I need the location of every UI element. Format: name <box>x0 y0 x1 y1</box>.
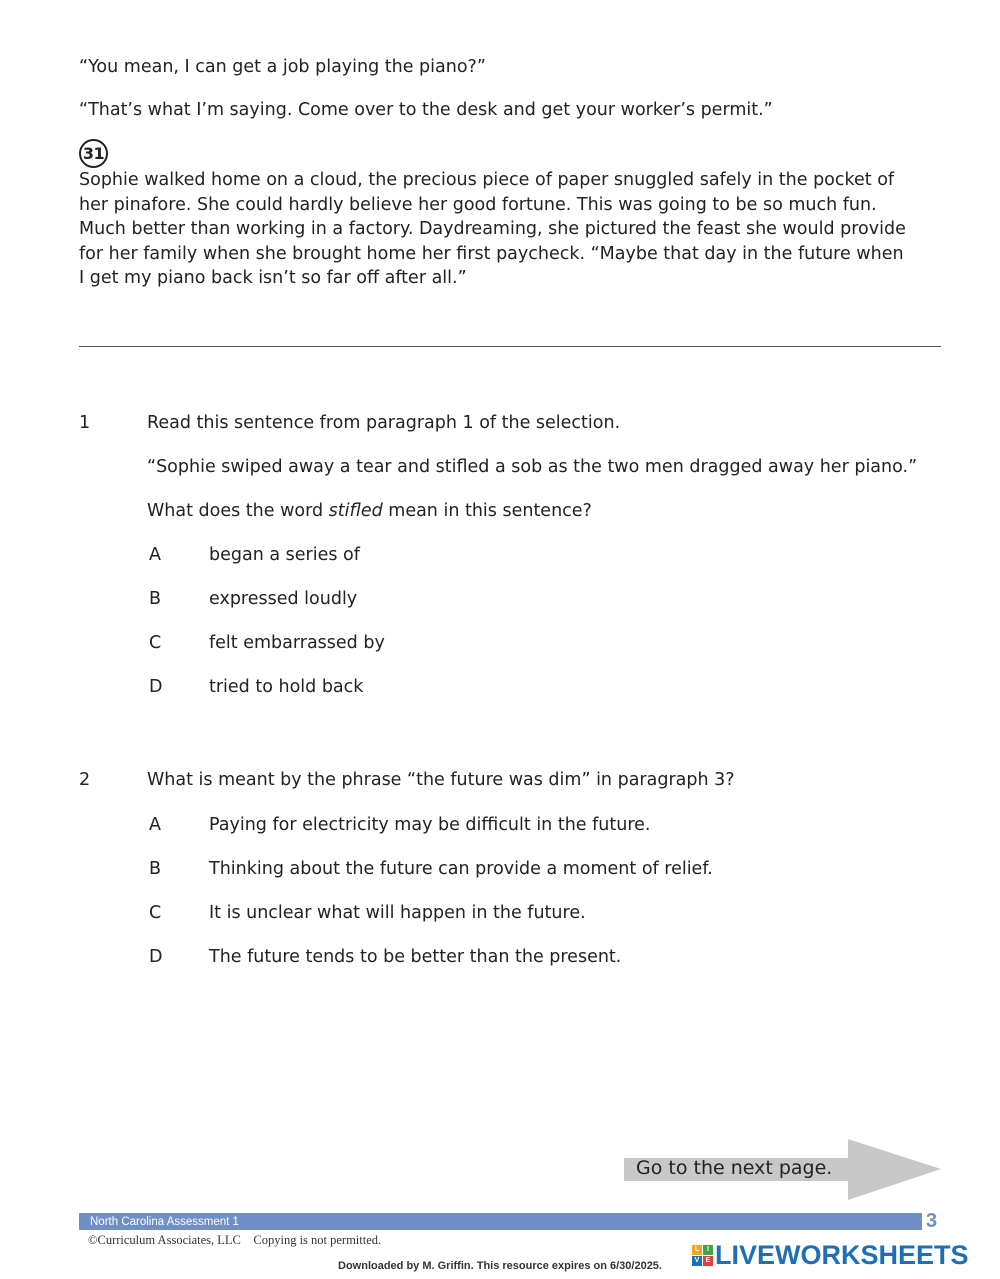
paragraph-line: I get my piano back isn’t so far off after all.” <box>79 268 467 288</box>
paragraph-number-badge: 31 <box>79 139 108 168</box>
liveworksheets-logo-text: LIVEWORKSHEETS <box>715 1239 969 1270</box>
question-2-prompt: What is meant by the phrase “the future was dim” in paragraph 3? <box>147 770 735 790</box>
passage-line-1: “You mean, I can get a job playing the piano?” <box>79 57 486 77</box>
paragraph-line: for her family when she brought home her first paycheck. “Maybe that day in the future when <box>79 243 904 264</box>
download-note: Downloaded by M. Griffin. This resource expires on 6/30/2025. <box>338 1260 662 1272</box>
q2-option-b-letter[interactable]: B <box>149 859 162 879</box>
next-page-label[interactable]: Go to the next page. <box>636 1157 833 1179</box>
question-1-number: 1 <box>79 413 91 433</box>
copyright-notice: ©Curriculum Associates, LLC Copying is not permitted. <box>88 1233 382 1247</box>
paragraph-31 <box>79 168 959 291</box>
q1-option-d-letter[interactable]: D <box>149 677 163 697</box>
question-1-ask-before: What does the word <box>147 501 329 521</box>
q1-option-a-text[interactable]: began a series of <box>209 545 360 565</box>
q1-option-b-text[interactable]: expressed loudly <box>209 589 358 609</box>
q2-option-a-text[interactable]: Paying for electricity may be difficult in the future. <box>209 815 651 835</box>
logo-tile: E <box>703 1256 713 1266</box>
q2-option-d-letter[interactable]: D <box>149 947 163 967</box>
question-1-ask <box>147 501 592 521</box>
question-1-ask-word: stifled <box>328 501 383 521</box>
paragraph-line: Much better than working in a factory. Daydreaming, she pictured the feast she would provide <box>79 219 906 239</box>
q1-option-c-letter[interactable]: C <box>149 633 162 653</box>
question-1-quote: “Sophie swiped away a tear and stifled a sob as the two men dragged away her piano.” <box>147 457 918 477</box>
paragraph-line: her pinafore. She could hardly believe her good fortune. This was going to be so much fun. <box>79 194 877 215</box>
q1-option-d-text[interactable]: tried to hold back <box>209 677 364 697</box>
logo-tile: I <box>703 1245 713 1255</box>
q2-option-b-text[interactable]: Thinking about the future can provide a moment of relief. <box>209 859 713 879</box>
q2-option-a-letter[interactable]: A <box>149 815 161 835</box>
q2-option-c-text[interactable]: It is unclear what will happen in the future. <box>209 903 586 923</box>
logo-tile: V <box>692 1256 702 1266</box>
footer-assessment-title: North Carolina Assessment 1 <box>90 1216 239 1228</box>
liveworksheets-logo[interactable] <box>692 1240 969 1270</box>
logo-tile: L <box>692 1245 702 1255</box>
question-2-number: 2 <box>79 770 91 790</box>
q1-option-c-text[interactable]: felt embarrassed by <box>209 633 385 653</box>
q1-option-a-letter[interactable]: A <box>149 545 161 565</box>
question-1-ask-after: mean in this sentence? <box>382 501 592 521</box>
q2-option-c-letter[interactable]: C <box>149 903 162 923</box>
q1-option-b-letter[interactable]: B <box>149 589 162 609</box>
q2-option-d-text[interactable]: The future tends to be better than the present. <box>209 947 622 967</box>
passage-line-2: “That’s what I’m saying. Come over to the desk and get your worker’s permit.” <box>79 100 773 120</box>
question-1-prompt: Read this sentence from paragraph 1 of the selection. <box>147 413 621 433</box>
liveworksheets-logo-icon <box>692 1245 713 1266</box>
page-number: 3 <box>926 1210 938 1232</box>
paragraph-line: Sophie walked home on a cloud, the precious piece of paper snuggled safely in the pocket of <box>79 170 895 190</box>
section-divider <box>79 346 941 347</box>
